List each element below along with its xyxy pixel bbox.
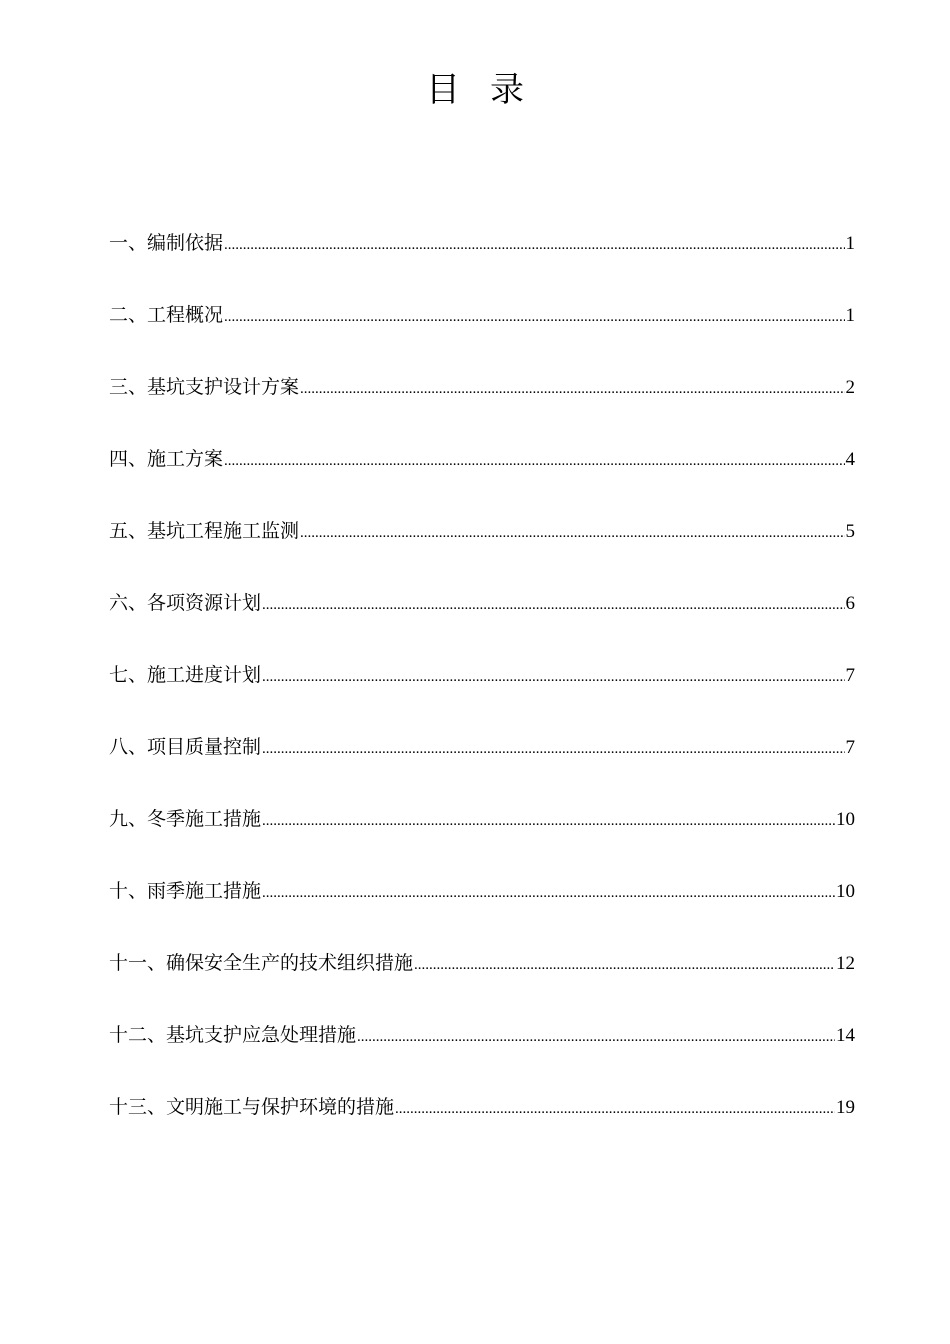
toc-dot-leader bbox=[224, 228, 844, 262]
toc-entry[interactable] bbox=[109, 226, 855, 298]
toc-dot-leader bbox=[262, 660, 844, 694]
toc-dot-leader bbox=[224, 444, 844, 478]
toc-entry-label: 十三、文明施工与保护环境的措施 bbox=[109, 1096, 395, 1118]
toc-entry-page: 14 bbox=[836, 1025, 855, 1046]
toc-entry-page: 6 bbox=[845, 593, 855, 614]
toc-entry-page: 2 bbox=[845, 377, 855, 398]
toc-entry[interactable] bbox=[109, 874, 855, 946]
toc-entry[interactable] bbox=[109, 802, 855, 874]
toc-dot-leader bbox=[414, 948, 835, 982]
toc-entry-page: 7 bbox=[845, 665, 855, 686]
toc-entry-label: 五、基坑工程施工监测 bbox=[109, 520, 300, 542]
toc-entry-page: 12 bbox=[836, 953, 855, 974]
toc-entry-label: 一、编制依据 bbox=[109, 232, 224, 254]
toc-entry[interactable] bbox=[109, 658, 855, 730]
toc-dot-leader bbox=[262, 732, 844, 766]
toc-entry-label: 十一、确保安全生产的技术组织措施 bbox=[109, 952, 414, 974]
toc-entry-page: 1 bbox=[845, 233, 855, 254]
toc-entry-page: 7 bbox=[845, 737, 855, 758]
title-char-2: 录 bbox=[490, 70, 524, 110]
toc-dot-leader bbox=[262, 876, 835, 910]
toc-entry-page: 19 bbox=[836, 1097, 855, 1118]
toc-entry-label: 九、冬季施工措施 bbox=[109, 808, 262, 830]
toc-entry[interactable] bbox=[109, 730, 855, 802]
toc-entry-label: 六、各项资源计划 bbox=[109, 592, 262, 614]
toc-entry[interactable] bbox=[109, 370, 855, 442]
toc-entry[interactable] bbox=[109, 442, 855, 514]
toc-entry[interactable] bbox=[109, 1018, 855, 1090]
toc-entry[interactable] bbox=[109, 586, 855, 658]
toc-entry[interactable] bbox=[109, 298, 855, 370]
title-char-1: 目 bbox=[426, 70, 460, 110]
toc-dot-leader bbox=[395, 1092, 835, 1126]
toc-dot-leader bbox=[300, 372, 844, 406]
toc-entry-label: 三、基坑支护设计方案 bbox=[109, 376, 300, 398]
toc-entry[interactable] bbox=[109, 946, 855, 1018]
toc-entry-page: 1 bbox=[845, 305, 855, 326]
toc-dot-leader bbox=[300, 516, 844, 550]
table-of-contents bbox=[109, 226, 855, 1162]
toc-entry-label: 十、雨季施工措施 bbox=[109, 880, 262, 902]
toc-entry-page: 10 bbox=[836, 809, 855, 830]
toc-dot-leader bbox=[224, 300, 844, 334]
page-title bbox=[0, 66, 950, 114]
toc-entry-page: 5 bbox=[845, 521, 855, 542]
toc-entry-page: 4 bbox=[845, 449, 855, 470]
toc-dot-leader bbox=[357, 1020, 835, 1054]
toc-entry-label: 四、施工方案 bbox=[109, 448, 224, 470]
toc-entry[interactable] bbox=[109, 514, 855, 586]
toc-entry-label: 二、工程概况 bbox=[109, 304, 224, 326]
toc-dot-leader bbox=[262, 804, 835, 838]
toc-entry-label: 七、施工进度计划 bbox=[109, 664, 262, 686]
toc-entry[interactable] bbox=[109, 1090, 855, 1162]
toc-dot-leader bbox=[262, 588, 844, 622]
toc-entry-page: 10 bbox=[836, 881, 855, 902]
toc-entry-label: 十二、基坑支护应急处理措施 bbox=[109, 1024, 357, 1046]
toc-entry-label: 八、项目质量控制 bbox=[109, 736, 262, 758]
